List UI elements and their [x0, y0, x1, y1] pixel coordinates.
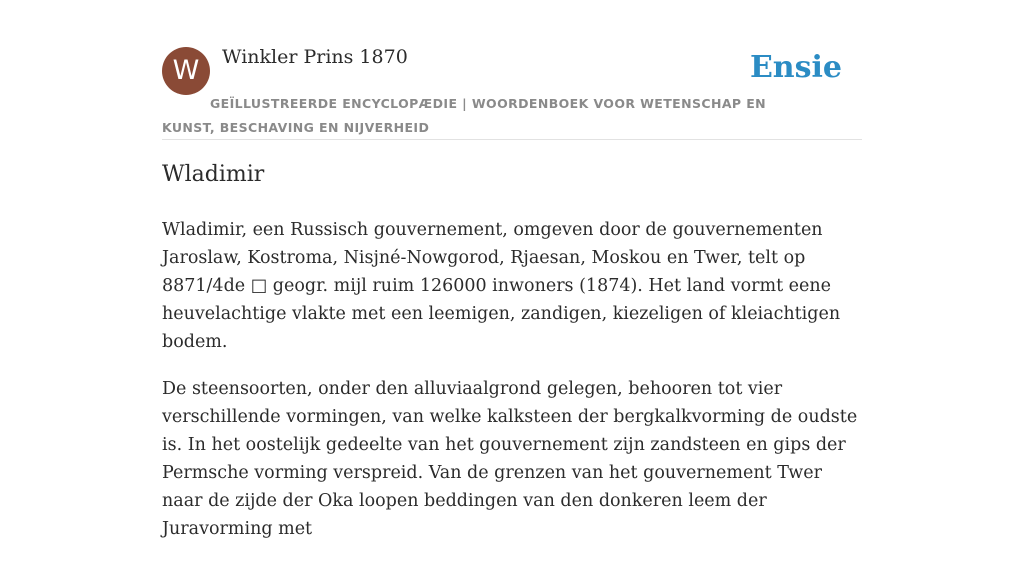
- source-avatar[interactable]: W: [162, 47, 210, 95]
- article-title: Wladimir: [162, 162, 265, 187]
- article-paragraph: Wladimir, een Russisch gouvernement, omgeven door de gouvernementen Jaroslaw, Kostroma, Nisjné-Nowgorod, Rjaesan, Moskou en Twer, telt op 8871/4de □ geogr. mijl ruim 126000 inwoners (1874). Het land vormt eene heuvelachtige vlakte met een leemigen, zandigen, kiezeligen of kleiachtigen bodem.: [162, 220, 841, 352]
- header-divider: [162, 139, 862, 140]
- brand-logo[interactable]: Ensie: [749, 50, 842, 85]
- article-body: [162, 216, 862, 562]
- source-subtitle: GEÏLLUSTREERDE ENCYCLOPÆDIE | WOORDENBOEK VOOR WETENSCHAP EN KUNST, BESCHAVING EN NIJVERHEID: [162, 96, 767, 135]
- article-paragraph: De steensoorten, onder den alluviaalgrond gelegen, behooren tot vier verschillende vormingen, van welke kalksteen der bergkalkvorming de oudste is. In het oostelijk gedeelte van het gouvernement zijn zandsteen en gips der Permsche vorming verspreid. Van de grenzen van het gouvernement Twer naar de zijde der Oka loopen beddingen van den donkeren leem der Juravorming met: [162, 379, 858, 539]
- source-title-link[interactable]: Winkler Prins 1870: [222, 46, 408, 68]
